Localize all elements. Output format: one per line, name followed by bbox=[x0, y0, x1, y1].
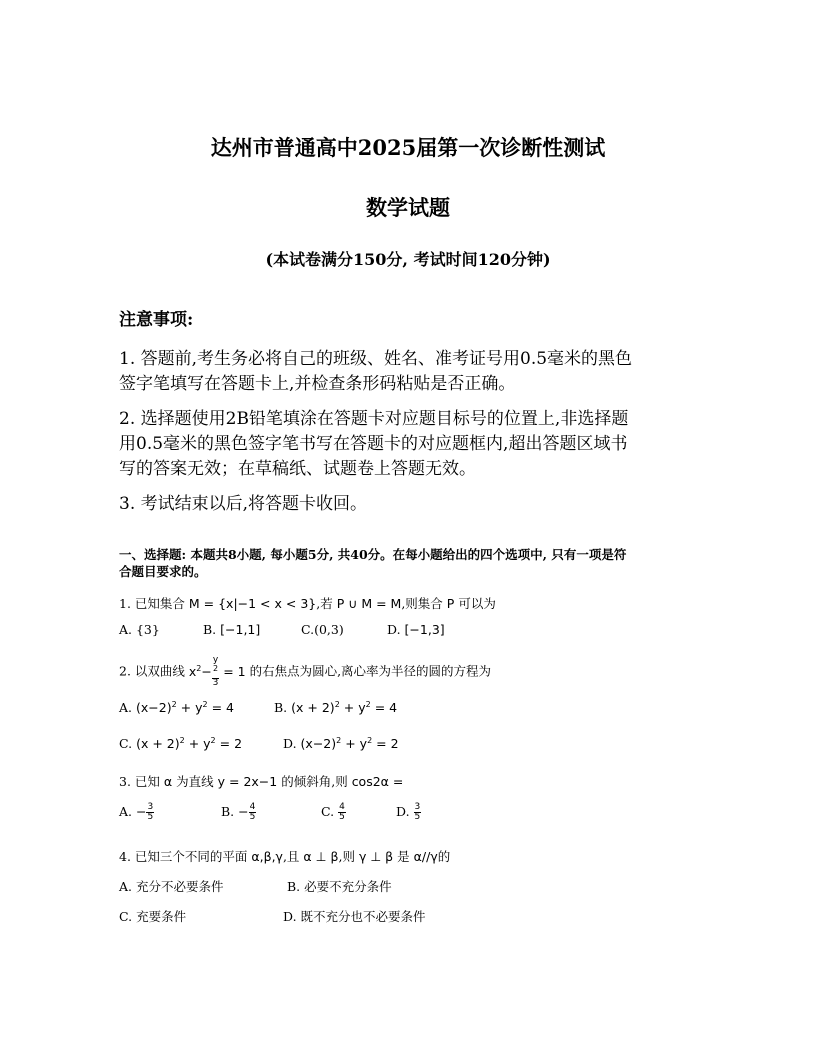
q4-mid3: 是 bbox=[397, 849, 410, 864]
q2-exp: 2 bbox=[179, 736, 185, 745]
q4-option-b: B. 必要不充分条件 bbox=[287, 879, 392, 894]
q2-d-1: (x−2) bbox=[300, 736, 337, 752]
q3-expr: cos2α = bbox=[351, 774, 404, 789]
q2-c-label: C. bbox=[119, 736, 133, 752]
q2-b-3: = 4 bbox=[374, 700, 398, 716]
notice-line: 2. 选择题使用2B铅笔填涂在答题卡对应题目标号的位置上,非选择题 bbox=[119, 409, 629, 429]
exam-title: 达州市普通高中2025届第一次诊断性测试 bbox=[210, 135, 606, 160]
notice-line: 1. 答题前,考生务必将自己的班级、姓名、准考证号用0.5毫米的黑色 bbox=[119, 349, 633, 369]
q1-b-value: [−1,1] bbox=[220, 622, 261, 637]
q1-mid: ,若 bbox=[316, 596, 333, 611]
q3-b-den: 5 bbox=[249, 812, 256, 822]
q2-exp: 2 bbox=[212, 664, 219, 673]
exam-note: (本试卷满分150分, 考试时间120分钟) bbox=[265, 250, 551, 269]
q3-prefix: 3. 已知 bbox=[119, 774, 160, 789]
q2-den: 3 bbox=[212, 678, 219, 688]
q2-a-1: (x−2) bbox=[136, 700, 172, 716]
q2-exp: 2 bbox=[196, 663, 202, 673]
q3-d-frac bbox=[414, 803, 422, 822]
section-heading: 一、选择题: 本题共8小题, 每小题5分, 共40分。在每小题给出的四个选项中, 只有一项是符 bbox=[119, 547, 627, 562]
q2-d-2: + y bbox=[345, 736, 368, 752]
q2-d-3: = 2 bbox=[376, 736, 399, 752]
q3-b-frac bbox=[249, 803, 257, 822]
q1-d-value: [−1,3] bbox=[404, 622, 445, 637]
q3-d-num: 3 bbox=[414, 802, 421, 812]
q2-exp: 2 bbox=[334, 700, 340, 709]
notice-heading: 注意事项: bbox=[119, 310, 194, 330]
q3-a-label: A. − bbox=[119, 804, 147, 819]
q4-mid: ,且 bbox=[282, 849, 300, 864]
q2-b-label: B. bbox=[274, 700, 288, 716]
q3-alpha: α bbox=[163, 774, 173, 789]
q4-option-a: A. 充分不必要条件 bbox=[119, 879, 224, 894]
q1-suffix: ,则集合 bbox=[401, 596, 443, 611]
q2-suffix: 的右焦点为圆心,离心率为半径的圆的方程为 bbox=[249, 663, 492, 679]
q3-b-label: B. − bbox=[221, 804, 249, 819]
q2-option-d bbox=[283, 736, 399, 751]
q3-d-den: 5 bbox=[414, 812, 421, 822]
q3-c-label: C. bbox=[321, 804, 335, 819]
q2-y: y bbox=[212, 655, 219, 665]
q3-b-num: 4 bbox=[249, 802, 256, 812]
q4-mid2: ,则 bbox=[338, 849, 355, 864]
q1-d-label: D. bbox=[387, 622, 401, 637]
notice-line: 签字笔填写在答题卡上,并检查条形码粘贴是否正确。 bbox=[119, 374, 516, 394]
q3-mid: 为直线 bbox=[176, 774, 214, 789]
notice-line: 写的答案无效；在草稿纸、试题卷上答题无效。 bbox=[119, 459, 476, 479]
q3-option-c bbox=[321, 803, 346, 822]
q2-option-c bbox=[119, 736, 242, 751]
q4-cond: α ⊥ β bbox=[303, 849, 339, 864]
q3-c-den: 5 bbox=[339, 812, 345, 822]
q3-a-frac bbox=[146, 803, 154, 822]
q2-a-label: A. bbox=[119, 700, 133, 716]
q3-line: y = 2x−1 bbox=[217, 774, 278, 789]
q2-exp: 2 bbox=[336, 736, 342, 745]
exam-subtitle: 数学试题 bbox=[366, 195, 450, 220]
q2-hyperbola: $x^2-$ y $^2$ 3 = 1 bbox=[188, 655, 246, 688]
question-1 bbox=[119, 594, 496, 612]
q3-a-den: 5 bbox=[147, 812, 154, 822]
q3-d-label: D. bbox=[396, 804, 410, 819]
q2-d-label: D. bbox=[283, 736, 297, 752]
q2-c-1: (x + 2) bbox=[136, 736, 180, 752]
q1-option-c: C.(0,3) bbox=[301, 622, 344, 637]
q3-option-a bbox=[119, 803, 154, 822]
question-3 bbox=[119, 772, 403, 790]
section-heading-cont: 合题目要求的。 bbox=[119, 564, 207, 579]
q2-a-3: = 4 bbox=[211, 700, 234, 716]
q1-prefix: 1. 已知集合 bbox=[119, 596, 185, 611]
q2-c-2: + y bbox=[188, 736, 211, 752]
q1-p: P bbox=[446, 596, 455, 611]
q2-exp: 2 bbox=[210, 736, 216, 745]
q1-option-a: A. {3} bbox=[119, 622, 160, 637]
q4-suffix: 的 bbox=[437, 849, 451, 864]
q1-b-label: B. bbox=[203, 622, 217, 637]
q3-c-frac bbox=[338, 803, 346, 822]
q2-option-b bbox=[274, 700, 397, 715]
q4-option-c: C. 充要条件 bbox=[119, 909, 187, 924]
q3-option-d bbox=[396, 803, 421, 822]
q1-option-d bbox=[387, 622, 445, 637]
notice-line: 3. 考试结束以后,将答题卡收回。 bbox=[119, 494, 368, 514]
q1-end: 可以为 bbox=[458, 596, 496, 611]
q4-cond3: α//γ bbox=[413, 849, 438, 864]
q4-prefix: 4. 已知三个不同的平面 bbox=[119, 849, 248, 864]
q2-exp: 2 bbox=[202, 700, 208, 709]
q2-b-1: (x + 2) bbox=[291, 700, 335, 716]
q4-cond2: γ ⊥ β bbox=[358, 849, 394, 864]
q1-set: M = {x|−1 < x < 3} bbox=[188, 596, 317, 611]
q2-exp: 2 bbox=[367, 736, 373, 745]
q2-a-2: + y bbox=[180, 700, 203, 716]
q3-option-b bbox=[221, 803, 256, 822]
q4-option-d: D. 既不充分也不必要条件 bbox=[283, 909, 426, 924]
notice-line: 用0.5毫米的黑色签字笔书写在答题卡的对应题框内,超出答题区域书 bbox=[119, 434, 628, 454]
q2-b-2: + y bbox=[343, 700, 366, 716]
q3-a-num: 3 bbox=[147, 802, 154, 812]
q4-planes: α,β,γ bbox=[251, 849, 283, 864]
q2-option-a bbox=[119, 700, 234, 715]
q1-option-b bbox=[203, 622, 260, 637]
question-2 bbox=[119, 656, 491, 688]
q2-exp: 2 bbox=[171, 700, 177, 709]
q2-eq-right: = 1 bbox=[223, 663, 246, 679]
q2-prefix: 2. 以双曲线 bbox=[119, 663, 185, 679]
q3-suffix: 的倾斜角,则 bbox=[281, 774, 348, 789]
q2-c-3: = 2 bbox=[219, 736, 243, 752]
q2-frac bbox=[212, 656, 219, 688]
q2-x: x bbox=[188, 663, 197, 679]
question-4 bbox=[119, 847, 450, 865]
q3-c-num: 4 bbox=[339, 802, 345, 812]
q2-exp: 2 bbox=[365, 700, 371, 709]
q1-cond: P ∪ M = M bbox=[336, 596, 402, 611]
